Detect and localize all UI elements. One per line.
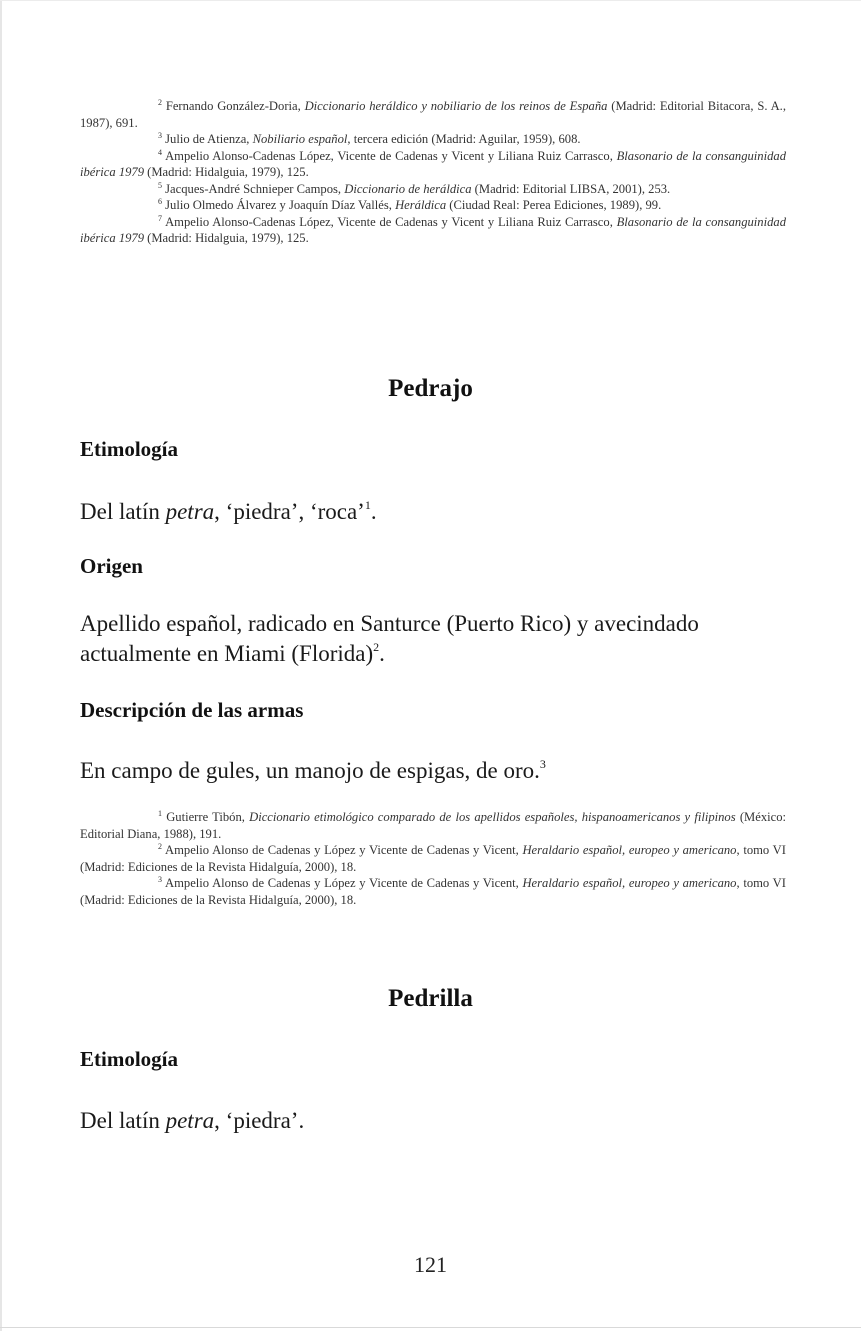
footnote-mark: 1 — [158, 809, 162, 818]
armas-text: En campo de gules, un manojo de espigas, de oro.$^3$ — [80, 757, 546, 783]
footnote-mark: 3 — [158, 131, 162, 140]
footnote: $^2$ Fernando González-Doria, Diccionario heráldico y nobiliario de los reinos de España (Madrid: Editorial Bitacora, S. A., 1987), 691. — [80, 98, 786, 130]
etimologia-text: Del latín petra, ‘piedra’, ‘roca’$^1$. — [80, 498, 377, 524]
section-heading-etimologia: Etimología — [80, 437, 178, 461]
footnote-mark: 6 — [158, 197, 162, 206]
footnote: $^3$ Ampelio Alonso de Cadenas y López y Vicente de Cadenas y Vicent, Heraldario español, europeo y americano, tomo VI (Madrid: Ediciones de la Revista Hidalguía, 2000), 18. — [80, 875, 786, 907]
top-footnotes — [80, 98, 786, 247]
page-bottom-edge — [0, 1327, 861, 1328]
footnote: $^1$ Gutierre Tibón, Diccionario etimológico comparado de los apellidos españoles, hispanoamericanos y filipinos (México: Editorial Diana, 1988), 191. — [80, 809, 786, 841]
footnote-mark: 5 — [158, 180, 162, 190]
entry-title: Pedrilla — [388, 985, 473, 1012]
footnote-ref: 1 — [364, 498, 371, 512]
section-heading-armas: Descripción de las armas — [80, 698, 304, 722]
etimologia-text: Del latín petra, ‘piedra’. — [80, 1108, 305, 1133]
footnote: $^7$ Ampelio Alonso-Cadenas López, Vicente de Cadenas y Vicent y Liliana Ruiz Carrasco, Blasonario de la consanguinidad ibérica 1979 (Madrid: Hidalguia, 1979), 125. — [80, 213, 786, 245]
entry-footnotes — [80, 809, 786, 908]
footnote-mark: 3 — [158, 875, 162, 884]
page-top-edge — [0, 0, 861, 1]
footnote: $^6$ Julio Olmedo Álvarez y Joaquín Díaz Vallés, Heráldica (Ciudad Real: Perea Ediciones, 1989), 99. — [158, 197, 662, 212]
footnote-ref: 2 — [373, 640, 380, 654]
entry-title: Pedrajo — [388, 375, 473, 402]
section-heading-etimologia: Etimología — [80, 1047, 178, 1071]
footnote-ref: 3 — [539, 757, 546, 771]
footnote-mark: 7 — [158, 213, 162, 223]
footnote-mark: 2 — [158, 842, 162, 851]
footnote-mark: 4 — [158, 147, 162, 157]
footnote: $^3$ Julio de Atienza, Nobiliario español, tercera edición (Madrid: Aguilar, 1959), 608. — [158, 131, 581, 146]
footnote: $^2$ Ampelio Alonso de Cadenas y López y Vicente de Cadenas y Vicent, Heraldario español, europeo y americano, tomo VI (Madrid: Ediciones de la Revista Hidalguía, 2000), 18. — [80, 842, 786, 874]
page-number: 121 — [414, 1252, 447, 1277]
footnote-mark: 2 — [158, 98, 162, 107]
section-heading-origen: Origen — [80, 554, 143, 578]
page-left-edge — [0, 0, 2, 1331]
origen-text: Apellido español, radicado en Santurce (Puerto Rico) y avecindado actualmente en Miami (Florida)$^2$. — [80, 611, 699, 666]
footnote: $^4$ Ampelio Alonso-Cadenas López, Vicente de Cadenas y Vicent y Liliana Ruiz Carrasco, Blasonario de la consanguinidad ibérica 1979 (Madrid: Hidalguia, 1979), 125. — [80, 147, 786, 179]
footnote: $^5$ Jacques-André Schnieper Campos, Diccionario de heráldica (Madrid: Editorial LIBSA, 2001), 253. — [158, 180, 671, 196]
